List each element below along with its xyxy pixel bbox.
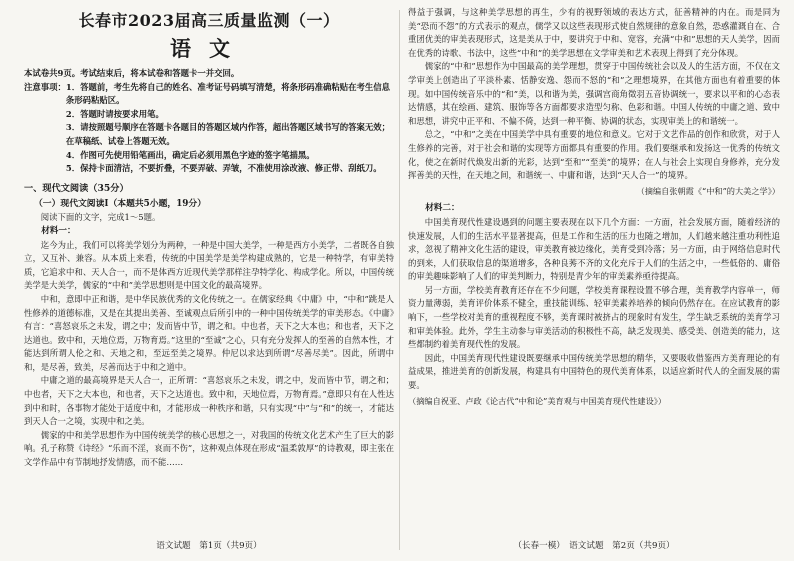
paragraph: 中国美育现代性建设遇到的问题主要表现在以下几个方面：一方面，社会发展方面，随着经济的快速发展，人们的生活水平显著提高，但是工作和生活的压力也随之增加，人们越来越注重功利性追求，忽视了精神文化生活的建设，审美教育被边缘化，美育受到冷落；另一方面，由于网络信息时代的到来，人们获取信息的渠道增多，各种良莠不齐的文化充斥于人们的生活之中，一些低俗的、庸俗的审美趣味影响了人们的审美判断力，特别是青少年的审美素养亟待提高。 bbox=[408, 216, 780, 282]
exam-title: 长春市2023届高三质量监测（一） bbox=[78, 11, 340, 30]
note-item: 5．保持卡面清洁，不要折叠，不要弄破、弄皱，不准使用涂改液、修正带、刮纸刀。 bbox=[65, 163, 382, 174]
notes-label: 注意事项： bbox=[24, 81, 66, 92]
subsection-heading bbox=[34, 198, 394, 212]
subject-title: 语文 bbox=[170, 36, 248, 61]
paragraph: 因此，中国美育现代性建设既要继承中国传统美学思想的精华，又要吸收借鉴西方美育理论的有益成果，推进美育的创新发展，构建具有中国特色的现代美育体系，以适应新时代人的全面发展的需要。 bbox=[408, 352, 780, 391]
source-citation: （摘编自祝亚、卢政《论古代“中和论”美育观与中国美育现代性建设》） bbox=[408, 395, 667, 406]
paragraph: 总之，“中和”之美在中国美学中具有重要的地位和意义。它对于文艺作品的创作和欣赏，对于人生修养的完善，对于社会和谐的实现等方面都具有重要的作用。我们要继承和发扬这一优秀的传统文化，使之在新时代焕发出新的光彩，达到“至和”“至美”的境界；在人与社会上实现自身修养，充分发挥善美的天性，在天地之间，和谐统一、中庸和谐，达到“天人合一”的境界。 bbox=[408, 129, 780, 181]
paragraph: 中庸之道的最高境界是天人合一，正所谓：“喜怒哀乐之未发，谓之中，发而皆中节，谓之和；中也者，天下之大本也，和也者，天下之达道也。致中和，天地位焉，万物育焉。”意即只有在人性达到中和时，各事物才能处于适度中和，才能形成一种秩序和谐，只有实现“中”与“和”的统一，才能达到天人合一之境，实现中和之美。 bbox=[24, 375, 394, 427]
paragraph: 另一方面，学校美育教育还存在不少问题，学校美育课程设置不够合理，美育教学内容单一，师资力量薄弱，美育评价体系不健全，重技能训练、轻审美素养培养的倾向仍然存在。在应试教育的影响下，一些学校对美育的重视程度不够，美育课时被挤占的现象时有发生，学生缺乏系统的美育学习和审美体验。此外，学生主动参与审美活动的积极性不高，缺乏发现美、感受美、创造美的能力，这些都制约着美育现代性的发展。 bbox=[408, 284, 780, 350]
page-2 bbox=[408, 6, 780, 555]
note-item: 2．答题时请按要求用笔。 bbox=[65, 108, 164, 119]
notes-block bbox=[24, 81, 394, 176]
intro-line: 本试卷共9页。考试结束后，将本试卷和答题卡一并交回。 bbox=[24, 68, 240, 78]
paragraph: 迄今为止，我们可以将美学划分为两种，一种是中国大美学，一种是西方小美学，二者既各自独立，又互补、兼容。从本质上来看，传统的中国美学是美学构建成熟的，它是一种特学，有审美特质，它追求中和、天人合一，而不是体西方近现代美学那样注孕特学化、构成学化。所以，中国传统美学是大美学，儒家的“中和”美学思想则是中国文化的最高境界。 bbox=[24, 239, 394, 291]
section-heading: 一、现代文阅读（35分） bbox=[24, 182, 129, 194]
material-label: 材料一： bbox=[41, 225, 76, 236]
page-divider bbox=[399, 10, 400, 550]
subsection-title: （一）现代文阅读Ⅰ（本题共5小题，19分） bbox=[34, 198, 207, 209]
note-item: 3．请按照题号顺序在答题卡各题目的答题区域内作答，超出答题区域书写的答案无效；在草稿纸、试卷上答题无效。 bbox=[65, 122, 390, 146]
notes-list bbox=[66, 81, 394, 176]
paragraph: 儒家的中和美学思想作为中国传统美学的核心思想之一，对我国的传统文化艺术产生了巨大的影响。孔子称赞《诗经》“乐而不淫，哀而不伤”，这种观点体现在形成“温柔敦厚”的诗教观，即主张在文学作品中有节制地抒发情感，而不能…… bbox=[24, 429, 394, 468]
page-footer: 语文试题 第1页（共9页） bbox=[156, 541, 262, 551]
paragraph: 得益于强调，与这种美学思想的再生，少有的视野领域的表达方式，征善精神的内在。而是同为美“恐而不怨”的方式表示的观点，儒学又以这些表现形式使自然规律的意象自然，恐惑灌溉自在、合重团优美的审美表现形式，这是美从于中，要讲究于中和、宽容，充满“中和”思想的天人美学，因而在优秀的诗歌、书法中，这些“中和”的美学思想在文学审美和艺术表现上得到了充分体现。 bbox=[408, 7, 780, 58]
paragraph: 儒家的“中和”思想作为中国最高的美学理想，贯穿于中国传统社会以及人的生活方面，不仅在文学审美上创造出了平淡朴素、恬静安逸、怨而不怒的“和”之理想境界，在其他方面也有着重要的体现。如中国传统音乐中的“和”美，以和谐为美，强调宫商角徵羽五音协调统一，要求以平和的心态表达情感，其在绘画、建筑、服饰等各方面都要求造型匀称、色彩和谐。中国人传统的中庸之道、致中和思想，讲究中正平和、不偏不倚，达到一种平衡、协调的状态，实现审美上的和谐统一。 bbox=[408, 61, 780, 126]
page-footer: （长春一模） 语文试题 第2页（共9页） bbox=[513, 541, 675, 551]
reading-instruction: 阅读下面的文字，完成1～5题。 bbox=[40, 212, 161, 223]
note-item: 1．答题前，考生先将自己的姓名、准考证号码填写清楚，将条形码准确粘贴在考生信息条形码粘贴区。 bbox=[65, 81, 390, 106]
material-label: 材料二： bbox=[425, 203, 460, 214]
note-item: 4．作图可先使用铅笔画出，确定后必须用黑色字迹的签字笔描黑。 bbox=[65, 149, 315, 160]
page-1 bbox=[24, 6, 394, 555]
paragraph: 中和，意即中正和谐，是中华民族优秀的文化传统之一。在儒家经典《中庸》中，“中和”跳是人性修养的道德标准，又是在其提出美善、至诚观点后所引申的一种中国传统美学的审美形态。《中庸》有言：“喜怒哀乐之未发，谓之中；发而皆中节，谓之和。中也者，天下之大本也；和也者，天下之达道也。致中和，天地位焉，万物育焉。”这里的“至诚”之心，只有充分发挥人的至善的自然本性，才能达到所谓人伦之和、天地之和，至远至美之境界。仲尼以求达到所谓“尽善尽美”。因此，所谓中和，是尽善，致美，尽善而达于中和之道中。 bbox=[24, 293, 394, 372]
source-citation: （摘编自张朝霞《“中和”的大美之学》） bbox=[636, 185, 780, 196]
